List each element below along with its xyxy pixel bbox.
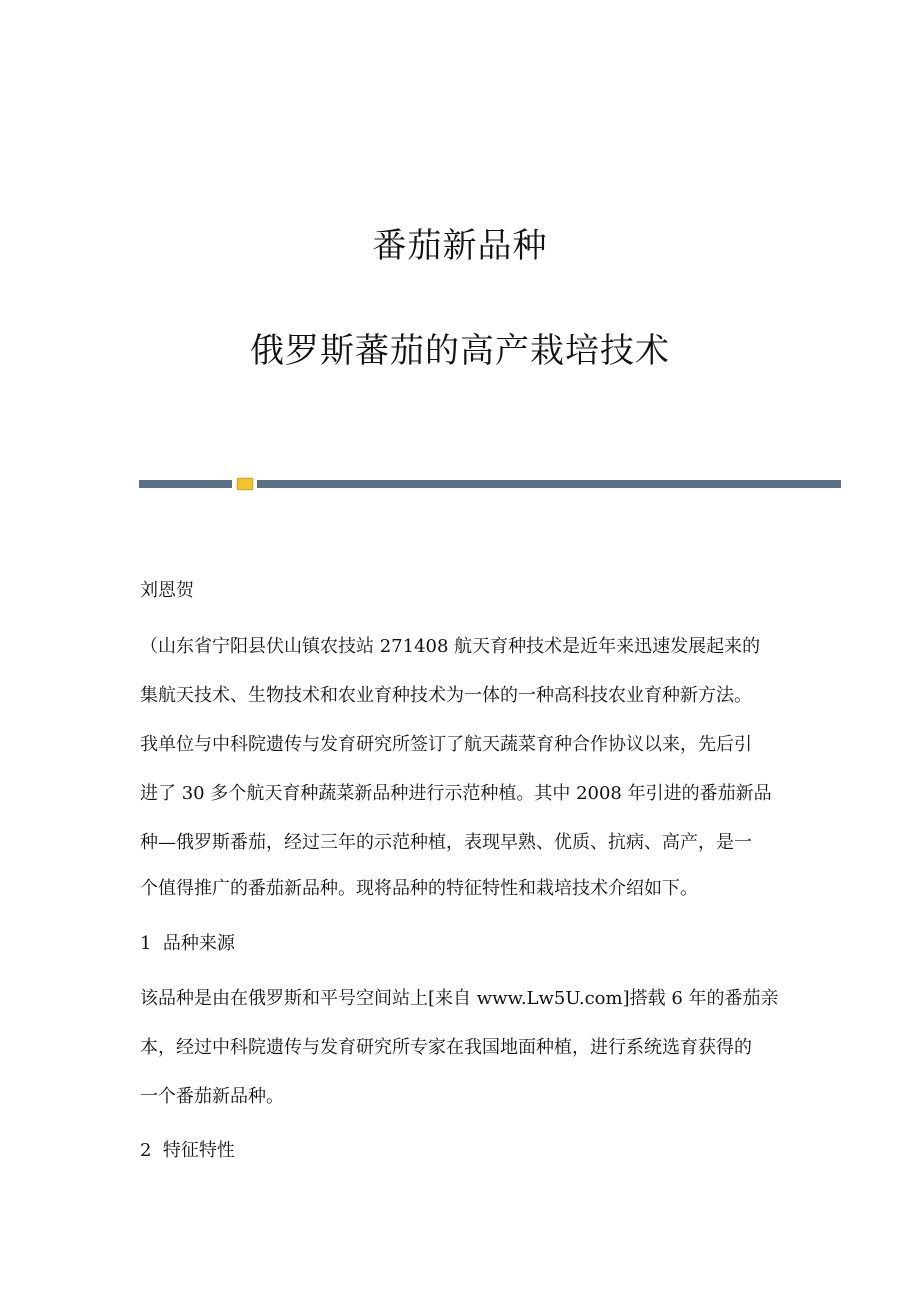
text-line: 集航天技术、生物技术和农业育种技术为一体的一种高科技农业育种新方法。 [140,685,752,706]
text-line: 种—俄罗斯番茄，经过三年的示范种植，表现早熟、优质、抗病、高产，是一 [140,832,752,853]
text-line: 进了 30 多个航天育种蔬菜新品种进行示范种植。其中 2008 年引进的番茄新品 [140,783,772,804]
text-line: （山东省宁阳县伏山镇农技站 271408 航天育种技术是近年来迅速发展起来的 [140,636,761,657]
text-line: 该品种是由在俄罗斯和平号空间站上[来自 www.Lw5U.com]搭载 6 年的番茄亲 [140,988,779,1009]
divider-left [139,480,232,488]
document-subtitle: 俄罗斯蕃茄的高产栽培技术 [250,331,670,371]
text-line: 本，经过中科院遗传与发育研究所专家在我国地面种植，进行系统选育获得的 [140,1037,752,1058]
section-heading: 1 品种来源 [140,933,235,954]
text-line: 一个番茄新品种。 [140,1086,284,1107]
document-title: 番茄新品种 [372,226,548,266]
section-heading: 2 特征特性 [140,1140,235,1161]
author: 刘恩贺 [140,580,194,601]
text-line: 个值得推广的番茄新品种。现将品种的特征特性和栽培技术介绍如下。 [140,878,698,899]
text-line: 我单位与中科院遗传与发育研究所签订了航天蔬菜育种合作协议以来，先后引 [140,734,752,755]
divider-ornament-icon [237,478,253,490]
divider-right [257,480,841,488]
